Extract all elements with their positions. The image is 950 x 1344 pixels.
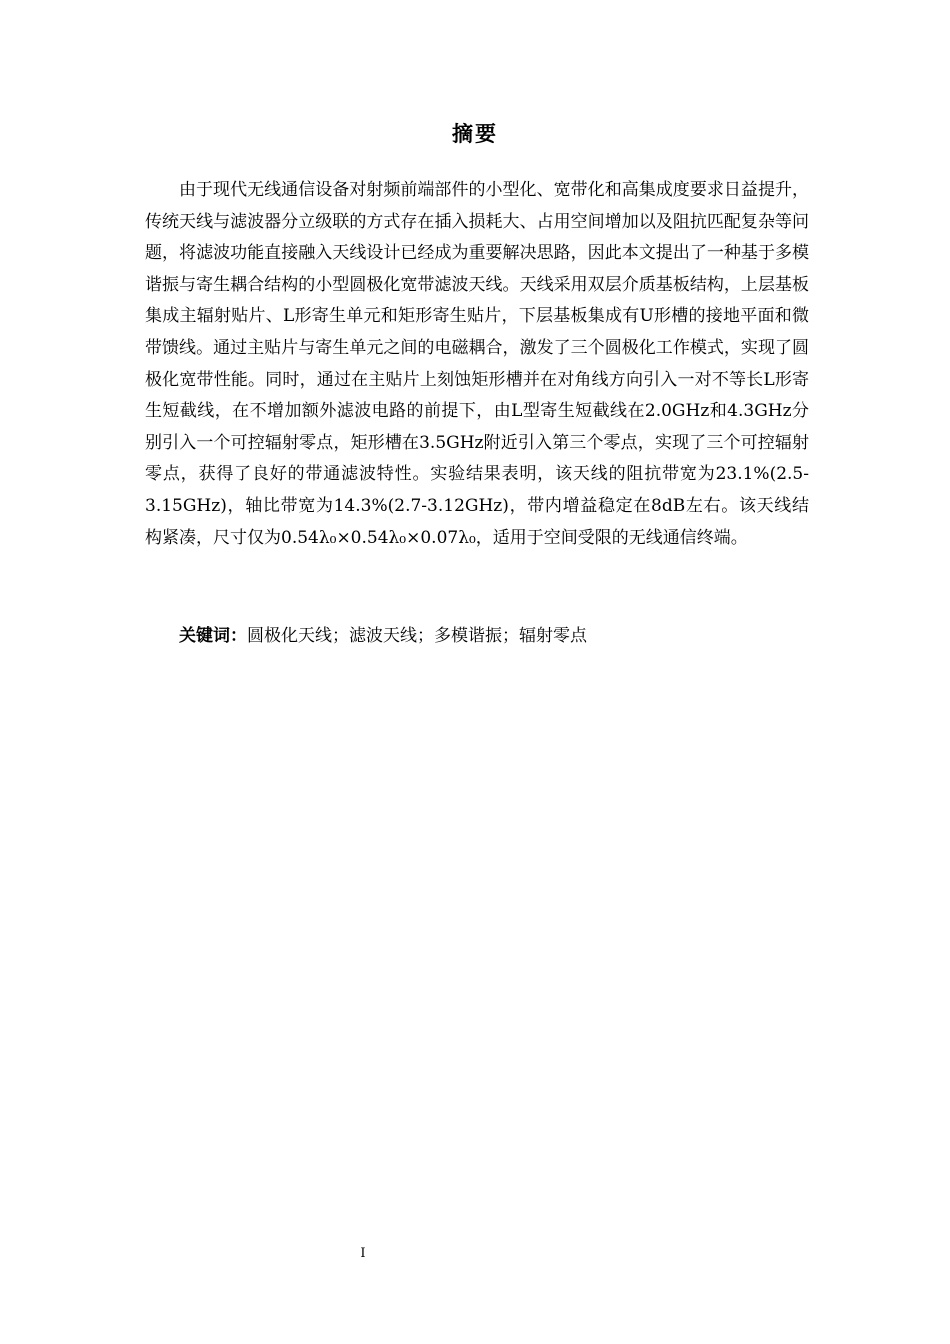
abstract-title: 摘要	[452, 122, 498, 146]
abstract-body: 由于现代无线通信设备对射频前端部件的小型化、宽带化和高集成度要求日益提升，传统天线与滤波器分立级联的方式存在插入损耗大、占用空间增加以及阻抗匹配复杂等问题，将滤波功能直接融入天线设计已经成为重要解决思路，因此本文提出了一种基于多模谐振与寄生耦合结构的小型圆极化宽带滤波天线。天线采用双层介质基板结构，上层基板集成主辐射贴片、L形寄生单元和矩形寄生贴片，下层基板集成有U形槽的接地平面和微带馈线。通过主贴片与寄生单元之间的电磁耦合，激发了三个圆极化工作模式，实现了圆极化宽带性能。同时，通过在主贴片上刻蚀矩形槽并在对角线方向引入一对不等长L形寄生短截线，在不增加额外滤波电路的前提下，由L型寄生短截线在2.0GHz和4.3GHz分别引入一个可控辐射零点，矩形槽在3.5GHz附近引入第三个零点，实现了三个可控辐射零点，获得了良好的带通滤波特性。实验结果表明，该天线的阻抗带宽为23.1%(2.5-3.15GHz)，轴比带宽为14.3%(2.7-3.12GHz)，带内增益稳定在8dB左右。该天线结构紧凑，尺寸仅为0.54λ₀×0.54λ₀×0.07λ₀，适用于空间受限的无线通信终端。	[145, 180, 809, 548]
keywords-text: 圆极化天线；滤波天线；多模谐振；辐射零点	[247, 626, 587, 646]
keywords-line	[179, 621, 587, 652]
page-number: I	[360, 1246, 366, 1261]
keywords-label: 关键词：	[179, 626, 247, 646]
